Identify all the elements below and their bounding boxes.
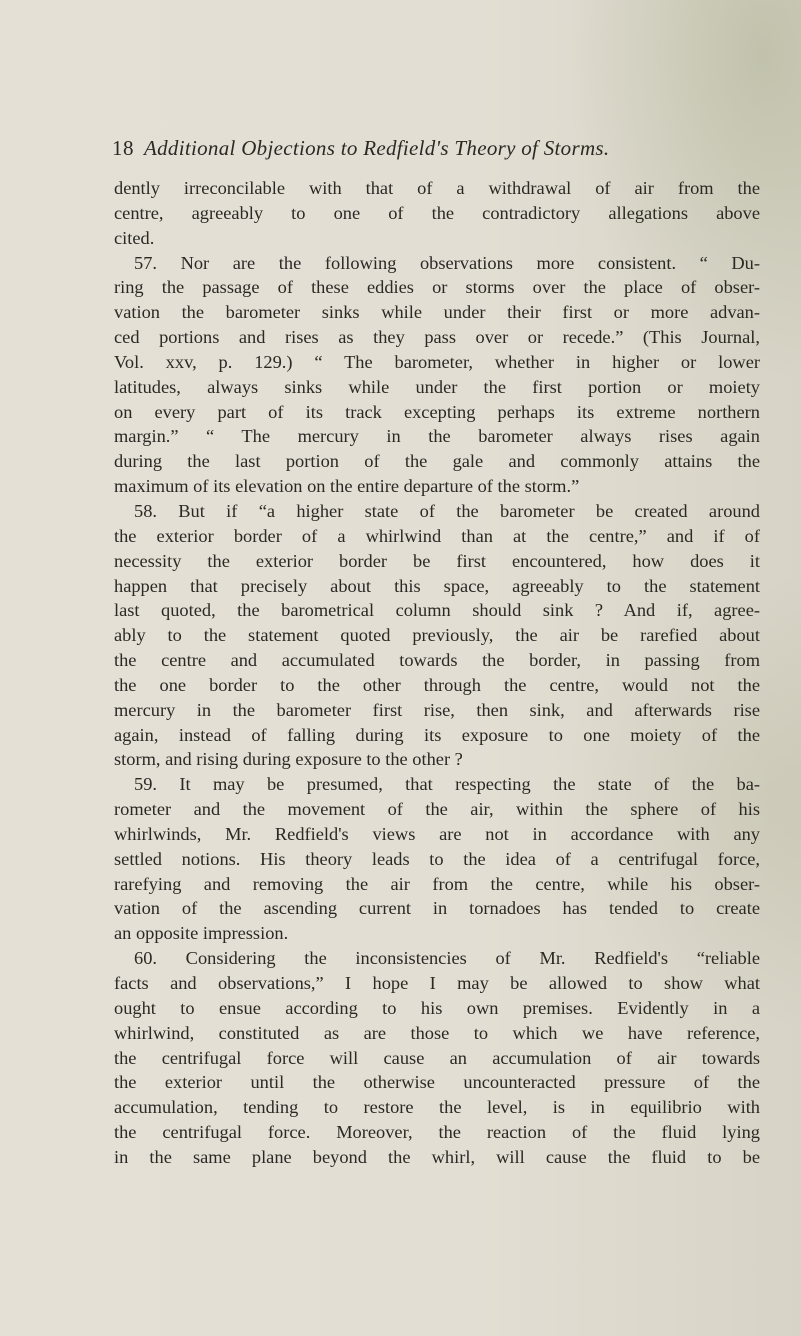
text-line: ably to the statement quoted previously, the air be rarefied about bbox=[114, 625, 760, 646]
text-line: 57. Nor are the following observations more consistent. “ Du- bbox=[134, 252, 760, 273]
text-line: the exterior border of a whirlwind than at the centre,” and if of bbox=[114, 525, 760, 546]
text-line: an opposite impression. bbox=[114, 923, 289, 944]
running-header bbox=[112, 136, 752, 166]
text-line: Vol. xxv, p. 129.) “ The barometer, whether in higher or lower bbox=[114, 351, 760, 372]
text-line: the one border to the other through the centre, would not the bbox=[114, 674, 760, 695]
text-line: margin.” “ The mercury in the barometer always rises again bbox=[114, 426, 760, 447]
body-text bbox=[114, 176, 760, 1170]
text-line: settled notions. His theory leads to the idea of a centrifugal force, bbox=[114, 848, 760, 869]
text-line: maximum of its elevation on the entire departure of the storm.” bbox=[114, 476, 580, 497]
text-line: in the same plane beyond the whirl, will cause the fluid to be bbox=[114, 1146, 760, 1167]
text-line: ought to ensue according to his own premises. Evidently in a bbox=[114, 997, 760, 1018]
text-line: happen that precisely about this space, agreeably to the statement bbox=[114, 575, 760, 596]
text-line: the centre and accumulated towards the border, in passing from bbox=[114, 650, 760, 671]
text-line: last quoted, the barometrical column should sink ? And if, agree- bbox=[114, 600, 760, 621]
text-line: 60. Considering the inconsistencies of Mr. Redfield's “reliable bbox=[134, 948, 760, 969]
text-line: rometer and the movement of the air, within the sphere of his bbox=[114, 799, 760, 820]
page-number: 18 bbox=[112, 136, 134, 160]
text-line: vation the barometer sinks while under their first or more advan- bbox=[114, 302, 760, 323]
text-line: during the last portion of the gale and commonly attains the bbox=[114, 451, 760, 472]
text-line: vation of the ascending current in tornadoes has tended to create bbox=[114, 898, 760, 919]
text-line: ced portions and rises as they pass over or recede.” (This Journal, bbox=[114, 327, 760, 348]
text-line: the centrifugal force. Moreover, the reaction of the fluid lying bbox=[114, 1122, 760, 1143]
text-line: again, instead of falling during its exposure to one moiety of the bbox=[114, 724, 760, 745]
text-line: necessity the exterior border be first encountered, how does it bbox=[114, 550, 760, 571]
running-title: Additional Objections to Redfield's Theory of Storms. bbox=[144, 136, 610, 160]
text-line: centre, agreeably to one of the contradictory allegations above bbox=[114, 202, 760, 223]
text-line: latitudes, always sinks while under the first portion or moiety bbox=[114, 376, 760, 397]
text-line: rarefying and removing the air from the centre, while his obser- bbox=[114, 873, 760, 894]
text-line: cited. bbox=[114, 227, 155, 248]
text-line: mercury in the barometer first rise, then sink, and afterwards rise bbox=[114, 699, 760, 720]
text-line: 59. It may be presumed, that respecting the state of the ba- bbox=[134, 774, 760, 795]
text-line: accumulation, tending to restore the level, is in equilibrio with bbox=[114, 1097, 760, 1118]
text-line: the exterior until the otherwise uncounteracted pressure of the bbox=[114, 1072, 760, 1093]
text-line: facts and observations,” I hope I may be allowed to show what bbox=[114, 973, 760, 993]
text-line: the centrifugal force will cause an accumulation of air towards bbox=[114, 1047, 760, 1068]
text-line: 58. But if “a higher state of the barometer be created around bbox=[134, 500, 760, 521]
text-line: dently irreconcilable with that of a withdrawal of air from the bbox=[114, 178, 760, 198]
text-line: whirlwind, constituted as are those to which we have reference, bbox=[114, 1022, 760, 1043]
text-line: ring the passage of these eddies or storms over the place of obser- bbox=[114, 277, 760, 298]
text-line: storm, and rising during exposure to the other ? bbox=[114, 749, 463, 770]
text-line: whirlwinds, Mr. Redfield's views are not in accordance with any bbox=[114, 823, 760, 844]
text-line: on every part of its track excepting perhaps its extreme northern bbox=[114, 401, 760, 422]
